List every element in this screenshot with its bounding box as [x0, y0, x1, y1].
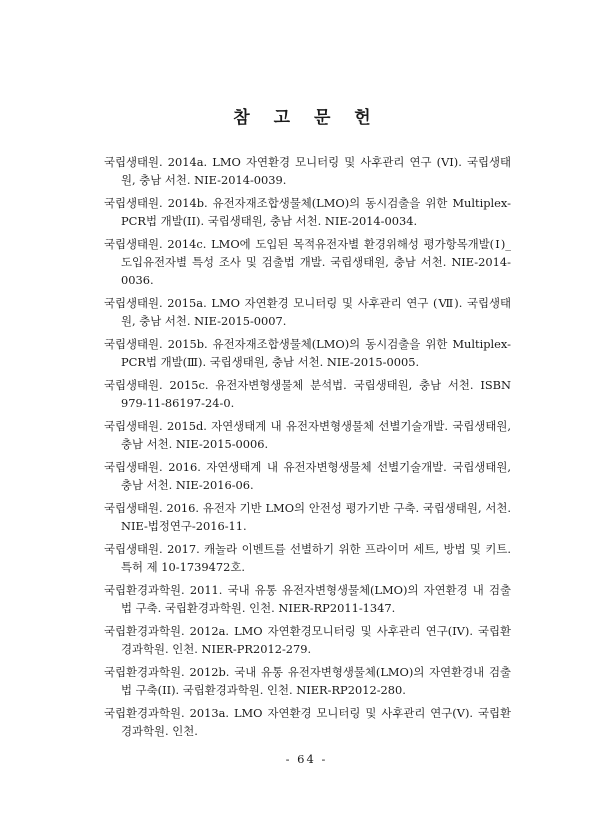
reference-item: 국립환경과학원. 2012b. 국내 유통 유전자변형생물체(LMO)의 자연환경내 검출법 구축(II). 국립환경과학원. 인천. NIER-RP2012-280. [104, 665, 511, 697]
reference-list [104, 153, 511, 745]
reference-item: 국립생태원. 2014a. LMO 자연환경 모니터링 및 사후관리 연구 (VI). 국립생태원, 충남 서천. NIE-2014-0039. [104, 155, 511, 187]
reference-item: 국립생태원. 2015d. 자연생태계 내 유전자변형생물체 선별기술개발. 국립생태원, 충남 서천. NIE-2015-0006. [104, 419, 511, 451]
reference-item: 국립생태원. 2016. 유전자 기반 LMO의 안전성 평가기반 구축. 국립생태원, 서천. NIE-법정연구-2016-11. [104, 501, 511, 533]
reference-item: 국립생태원. 2015b. 유전자재조합생물체(LMO)의 동시검출을 위한 Multiplex-PCR법 개발(Ⅲ). 국립생태원, 충남 서천. NIE-2015-0005. [104, 337, 511, 369]
reference-item: 국립환경과학원. 2011. 국내 유통 유전자변형생물체(LMO)의 자연환경 내 검출법 구축. 국립환경과학원. 인천. NIER-RP2011-1347. [104, 583, 511, 615]
page-number: - 64 - [285, 752, 328, 766]
reference-item: 국립생태원. 2015c. 유전자변형생물체 분석법. 국립생태원, 충남 서천. ISBN 979-11-86197-24-0. [104, 378, 511, 410]
reference-item: 국립생태원. 2016. 자연생태계 내 유전자변형생물체 선별기술개발. 국립생태원, 충남 서천. NIE-2016-06. [104, 460, 511, 492]
reference-item: 국립생태원. 2014b. 유전자재조합생물체(LMO)의 동시검출을 위한 Multiplex-PCR법 개발(II). 국립생태원, 충남 서천. NIE-2014-0034. [104, 196, 511, 228]
reference-item: 국립생태원. 2014c. LMO에 도입된 목적유전자별 환경위해성 평가항목개발(Ⅰ)_도입유전자별 특성 조사 및 검출법 개발. 국립생태원, 충남 서천. NIE-2014-0036. [104, 237, 511, 287]
reference-item: 국립환경과학원. 2013a. LMO 자연환경 모니터링 및 사후관리 연구(V). 국립환경과학원. 인천. [104, 706, 511, 738]
page-title: 참 고 문 헌 [233, 108, 380, 128]
reference-item: 국립생태원. 2015a. LMO 자연환경 모니터링 및 사후관리 연구 (Ⅶ). 국립생태원, 충남 서천. NIE-2015-0007. [104, 296, 511, 328]
reference-item: 국립환경과학원. 2012a. LMO 자연환경모니터링 및 사후관리 연구(IV). 국립환경과학원. 인천. NIER-PR2012-279. [104, 624, 511, 656]
reference-item: 국립생태원. 2017. 캐놀라 이벤트를 선별하기 위한 프라이머 세트, 방법 및 키트. 특허 제 10-1739472호. [104, 542, 511, 574]
